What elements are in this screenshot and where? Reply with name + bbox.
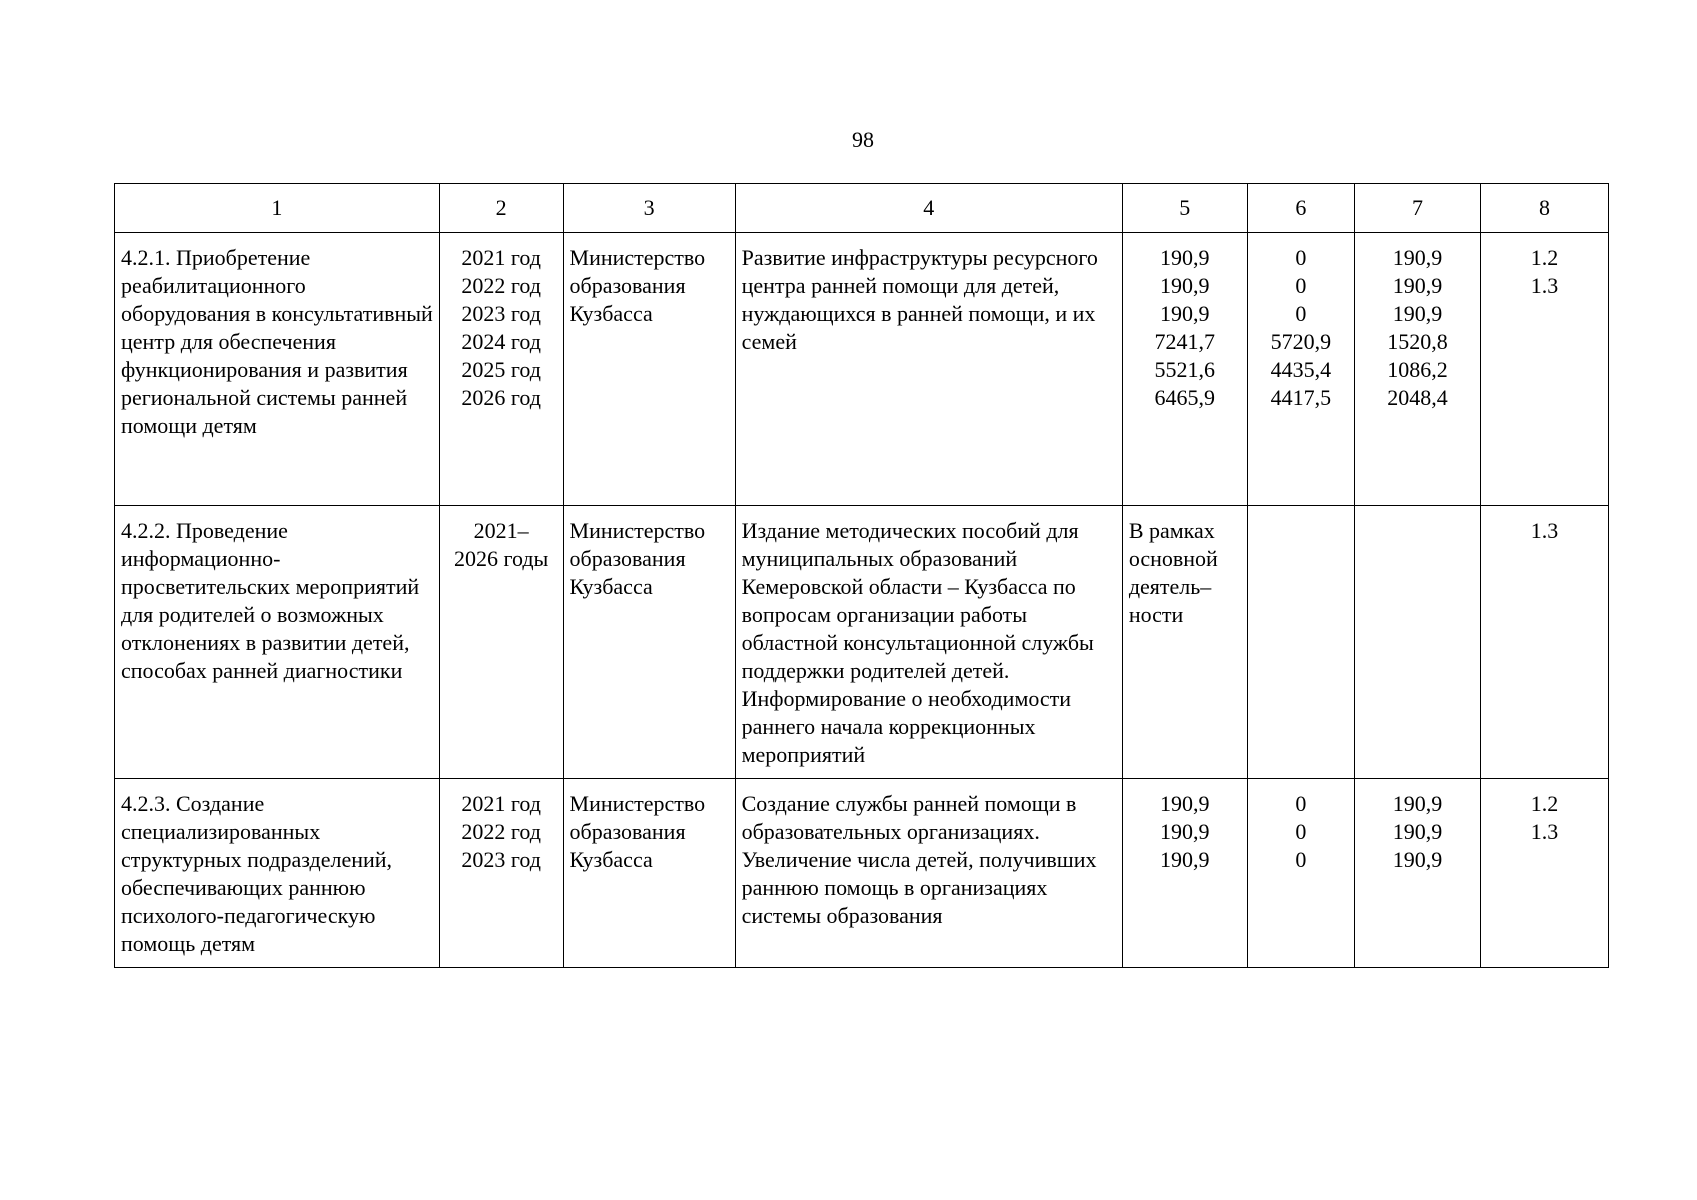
header-col-2: 2 <box>439 184 563 233</box>
col7-value: 190,9 <box>1392 819 1443 844</box>
year-value: 2023 год <box>461 301 541 326</box>
col6-value: 0 <box>1295 245 1307 270</box>
col7-value: 190,9 <box>1392 301 1443 326</box>
year-value: 2024 год <box>461 329 541 354</box>
year-value: 2026 годы <box>454 546 549 571</box>
col7-cell <box>1355 233 1481 506</box>
col7-value: 190,9 <box>1392 273 1443 298</box>
page-number: 98 <box>852 127 874 152</box>
col7-value: 190,9 <box>1392 791 1443 816</box>
col7-value: 190,9 <box>1392 245 1443 270</box>
year-value: 2021 год <box>461 245 541 270</box>
year-value: 2022 год <box>461 819 541 844</box>
col5-value: 190,9 <box>1159 819 1210 844</box>
col5-value: 6465,9 <box>1154 385 1215 410</box>
indicator-cell <box>1480 506 1608 779</box>
table-row <box>115 233 1609 506</box>
year-value: 2026 год <box>461 385 541 410</box>
col5-value: 190,9 <box>1159 791 1210 816</box>
executor-cell: Министерство образования Кузбасса <box>563 779 735 968</box>
col5-value: 190,9 <box>1159 847 1210 872</box>
col5-cell: В рамках основной деятель–ности <box>1122 506 1247 779</box>
years-cell <box>439 506 563 779</box>
col6-cell <box>1247 233 1355 506</box>
col6-cell <box>1247 506 1355 779</box>
year-value: 2021– <box>473 518 529 543</box>
year-value: 2021 год <box>461 791 541 816</box>
col6-value: 5720,9 <box>1270 329 1332 354</box>
header-col-1: 1 <box>115 184 440 233</box>
year-value: 2022 год <box>461 273 541 298</box>
years-cell <box>439 779 563 968</box>
indicator-value: 1.3 <box>1530 819 1559 844</box>
indicator-value: 1.2 <box>1530 791 1559 816</box>
col5-value: 190,9 <box>1159 273 1210 298</box>
col6-value: 4435,4 <box>1270 357 1332 382</box>
col5-cell <box>1122 779 1247 968</box>
col6-value: 0 <box>1295 301 1307 326</box>
indicator-cell <box>1480 233 1608 506</box>
col7-cell <box>1355 779 1481 968</box>
measure-cell: 4.2.2. Проведение информационно-просветительских мероприятий для родителей о возможных отклонениях в развитии детей, способах ранней диагностики <box>115 506 440 779</box>
col5-value: 5521,6 <box>1154 357 1215 382</box>
result-cell: Развитие инфраструктуры ресурсного центра ранней помощи для детей, нуждающихся в ранней помощи, и их семей <box>735 233 1122 506</box>
col5-value: 7241,7 <box>1154 329 1215 354</box>
col7-cell <box>1355 506 1481 779</box>
col5-value: 190,9 <box>1159 245 1210 270</box>
result-cell: Создание службы ранней помощи в образовательных организациях. Увеличение числа детей, получивших раннюю помощь в организациях системы образования <box>735 779 1122 968</box>
col6-value: 0 <box>1295 273 1307 298</box>
year-value: 2023 год <box>461 847 541 872</box>
indicator-value: 1.3 <box>1530 518 1559 543</box>
col5-cell <box>1122 233 1247 506</box>
col7-value: 1520,8 <box>1387 329 1448 354</box>
result-cell: Издание методических пособий для муниципальных образований Кемеровской области – Кузбасса по вопросам организации работы областной консультационной службы поддержки родителей детей. Информирование о необходимости раннего начала коррекционных мероприятий <box>735 506 1122 779</box>
indicator-value: 1.3 <box>1530 273 1559 298</box>
col6-value: 0 <box>1295 791 1307 816</box>
col6-value: 4417,5 <box>1270 385 1332 410</box>
program-measures-table <box>114 183 1609 968</box>
years-cell <box>439 233 563 506</box>
col5-value: 190,9 <box>1159 301 1210 326</box>
executor-cell: Министерство образования Кузбасса <box>563 233 735 506</box>
table-header-row <box>115 184 1609 233</box>
indicator-cell <box>1480 779 1608 968</box>
col7-value: 1086,2 <box>1387 357 1448 382</box>
measure-cell: 4.2.1. Приобретение реабилитационного оборудования в консультативный центр для обеспечения функционирования и развития региональной системы ранней помощи детям <box>115 233 440 506</box>
col6-value: 0 <box>1295 819 1307 844</box>
indicator-value: 1.2 <box>1530 245 1559 270</box>
executor-cell: Министерство образования Кузбасса <box>563 506 735 779</box>
header-col-3: 3 <box>563 184 735 233</box>
header-col-6: 6 <box>1247 184 1355 233</box>
header-col-7: 7 <box>1355 184 1481 233</box>
header-col-4: 4 <box>735 184 1122 233</box>
col7-value: 2048,4 <box>1387 385 1448 410</box>
year-value: 2025 год <box>461 357 541 382</box>
col6-value: 0 <box>1295 847 1307 872</box>
col7-value: 190,9 <box>1392 847 1443 872</box>
header-col-8: 8 <box>1480 184 1608 233</box>
table-row <box>115 506 1609 779</box>
header-col-5: 5 <box>1122 184 1247 233</box>
col6-cell <box>1247 779 1355 968</box>
table-row <box>115 779 1609 968</box>
measure-cell: 4.2.3. Создание специализированных структурных подразделений, обеспечивающих раннюю психолого-педагогическую помощь детям <box>115 779 440 968</box>
